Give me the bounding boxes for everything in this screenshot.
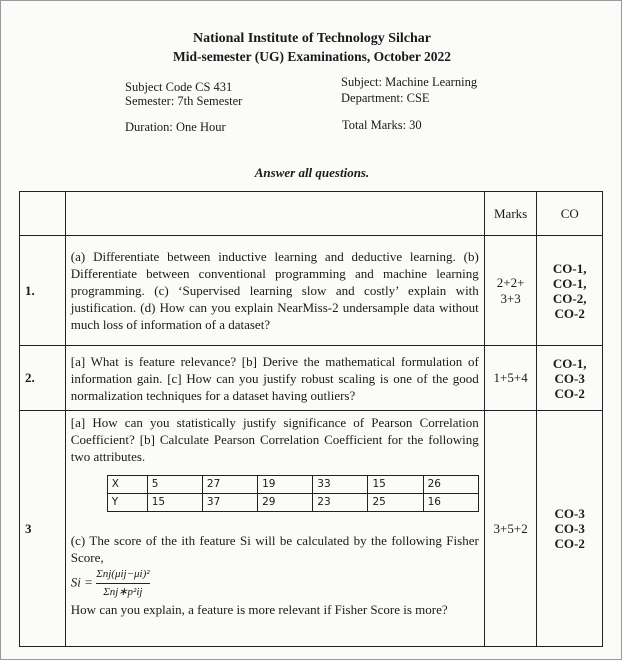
question-text: (a) Differentiate between inductive learning and deductive learning. (b) Differentiate between conventional programming and machine learning programming. (c) ‘Supervised learning slow and costly’ explain with justification. (d) How can you explain NearMiss-2 undersample data without much loss of information of a dataset?	[65, 236, 484, 346]
question-row	[20, 346, 603, 411]
question-marks: 3+5+2	[484, 411, 537, 647]
question-marks: 1+5+4	[484, 346, 537, 411]
xy-data-table: X 5 27 19 33 15 26 Y 15 37 29 23 25 16	[107, 475, 479, 512]
question-co: CO-1, CO-1, CO-2, CO-2	[537, 236, 603, 346]
question-text: [a] What is feature relevance? [b] Derive the mathematical formulation of information gain. [c] How can you justify robust scaling is one of the good normalization techniques for a dataset having outliers?	[65, 346, 484, 411]
question-co: CO-3 CO-3 CO-2	[537, 411, 603, 647]
semester: Semester: 7th Semester	[125, 94, 243, 108]
question-number: 1.	[20, 236, 66, 346]
question-text: [a] How can you statistically justify significance of Pearson Correlation Coefficient? [b] Calculate Pearson Correlation Coefficient for the following two attributes. X 5 27 19 33 15 26 Y 15 37 29 23 25 16 (c) The score of the ith feature Si will be calculated by the following Fisher Score, Si = $\frac{\text{Σnj(μij−μi)²}}{\text{Σnj∗p²ij}}$ How can you explain, a feature is more relevant if Fisher Score is more?	[65, 411, 484, 647]
fisher-formula: Si = $\frac{\text{Σnj(μij−μi)²}}{\text{Σnj∗p²ij}}$	[70, 568, 150, 598]
total-marks: Total Marks: 30	[342, 118, 422, 132]
instruction: Answer all questions.	[254, 165, 370, 180]
department: Department: CSE	[341, 91, 430, 105]
question-row	[20, 411, 603, 647]
duration: Duration: One Hour	[125, 120, 226, 134]
exam-title: Mid-semester (UG) Examinations, October 2022	[172, 49, 452, 64]
co-header: CO	[537, 192, 603, 236]
question-marks: 2+2+ 3+3	[484, 236, 537, 346]
question-number: 3	[20, 411, 66, 647]
header-row	[20, 192, 603, 236]
question-co: CO-1, CO-3 CO-2	[537, 346, 603, 411]
question-table	[19, 191, 603, 647]
marks-header: Marks	[484, 192, 537, 236]
question-number: 2.	[20, 346, 66, 411]
subject-code: Subject Code CS 431	[125, 80, 233, 94]
subject: Subject: Machine Learning	[341, 75, 478, 89]
question-row	[20, 236, 603, 346]
institute-name: National Institute of Technology Silchar	[192, 31, 432, 46]
